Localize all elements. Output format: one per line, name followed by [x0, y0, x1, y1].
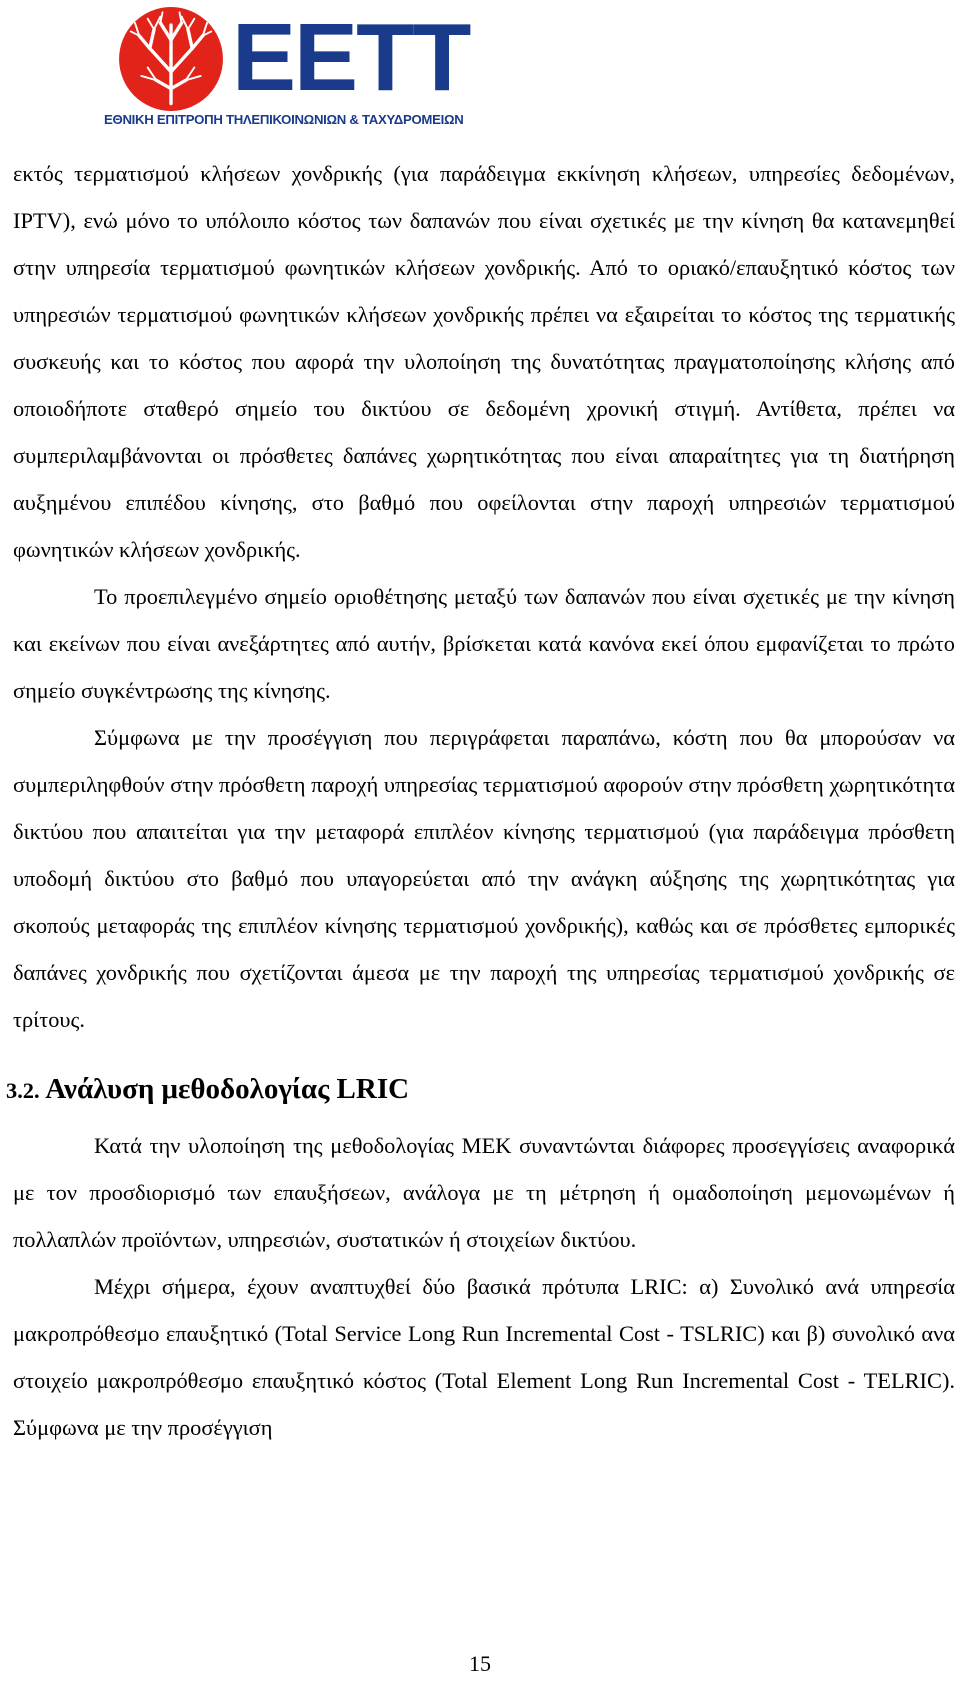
- section-heading: [6, 1065, 955, 1115]
- page-number: 15: [469, 1651, 491, 1676]
- section-title: Ανάλυση μεθοδολογίας LRIC: [45, 1073, 410, 1105]
- paragraph-continuation: εκτός τερματισμού κλήσεων χονδρικής (για παράδειγμα εκκίνηση κλήσεων, υπηρεσίες δεδομένων, IPTV), ενώ μόνο το υπόλοιπο κόστος των δαπανών που είναι σχετικές με την κίνηση θα κατανεμηθεί στην υπηρεσία τερματισμού φωνητικών κλήσεων χονδρικής. Από το οριακό/επαυξητικό κόστος των υπηρεσιών τερματισμού φωνητικών κλήσεων χονδρικής πρέπει να εξαιρείται το κόστος της τερματικής συσκευής και το κόστος που αφορά την υλοποίηση της δυνατότητας πραγματοποίησης κλήσης από οποιοδήποτε σταθερό σημείο του δικτύου σε δεδομένη χρονική στιγμή. Αντίθετα, πρέπει να συμπεριλαμβάνονται οι πρόσθετες δαπάνες χωρητικότητας που είναι απαραίτητες για τη διατήρηση αυξημένου επιπέδου κίνησης, στο βαθμό που οφείλονται στην παροχή υπηρεσιών τερματισμού φωνητικών κλήσεων χονδρικής.: [13, 161, 955, 562]
- paragraph-methodology: Κατά την υλοποίηση της μεθοδολογίας ΜΕΚ συναντώνται διάφορες προσεγγίσεις αναφορικά με τον προσδιορισμό των επαυξήσεων, ανάλογα με τη μέτρηση ή ομαδοποίηση μεμονωμένων ή πολλαπλών προϊόντων, υπηρεσιών, συστατικών ή στοιχείων δικτύου.: [13, 1133, 955, 1252]
- section-number: 3.2.: [6, 1078, 40, 1103]
- logo-wordmark: ΕΕΤΤ: [232, 4, 470, 111]
- eett-logo: [104, 4, 470, 130]
- tree-emblem-icon: [118, 6, 224, 112]
- document-body: [6, 150, 955, 1451]
- paragraph-costs: Σύμφωνα με την προσέγγιση που περιγράφεται παραπάνω, κόστη που θα μπορούσαν να συμπεριληφθούν στην πρόσθετη παροχή υπηρεσίας τερματισμού αφορούν στην πρόσθετη χωρητικότητα δικτύου που απαιτείται για την μεταφορά επιπλέον κίνησης τερματισμού (για παράδειγμα πρόσθετη υποδομή δικτύου στο βαθμό που υπαγορεύεται από την ανάγκη αύξησης της χωρητικότητας για σκοπούς μεταφοράς της επιπλέον κίνησης τερματισμού χονδρικής), καθώς και σε πρόσθετες εμπορικές δαπάνες χονδρικής που σχετίζονται άμεσα με την παροχή της υπηρεσίας τερματισμού χονδρικής σε τρίτους.: [13, 725, 955, 1032]
- paragraph-lric-models: Μέχρι σήμερα, έχουν αναπτυχθεί δύο βασικά πρότυπα LRIC: α) Συνολικό ανά υπηρεσία μακροπρόθεσμο επαυξητικό (Total Service Long Run Incremental Cost - TSLRIC) και β) συνολικό ανα στοιχείο μακροπρόθεσμο επαυξητικό κόστος (Total Element Long Run Incremental Cost - TELRIC). Σύμφωνα με την προσέγγιση: [13, 1274, 955, 1440]
- paragraph-demarcation: Το προεπιλεγμένο σημείο οριοθέτησης μεταξύ των δαπανών που είναι σχετικές με την κίνηση και εκείνων που είναι ανεξάρτητες από αυτήν, βρίσκεται κατά κανόνα εκεί όπου εμφανίζεται το πρώτο σημείο συγκέντρωσης της κίνησης.: [13, 584, 955, 703]
- logo-subtitle: ΕΘΝΙΚΗ ΕΠΙΤΡΟΠΗ ΤΗΛΕΠΙΚΟΙΝΩΝΙΩΝ & ΤΑΧΥΔΡΟΜΕΙΩΝ: [104, 112, 464, 127]
